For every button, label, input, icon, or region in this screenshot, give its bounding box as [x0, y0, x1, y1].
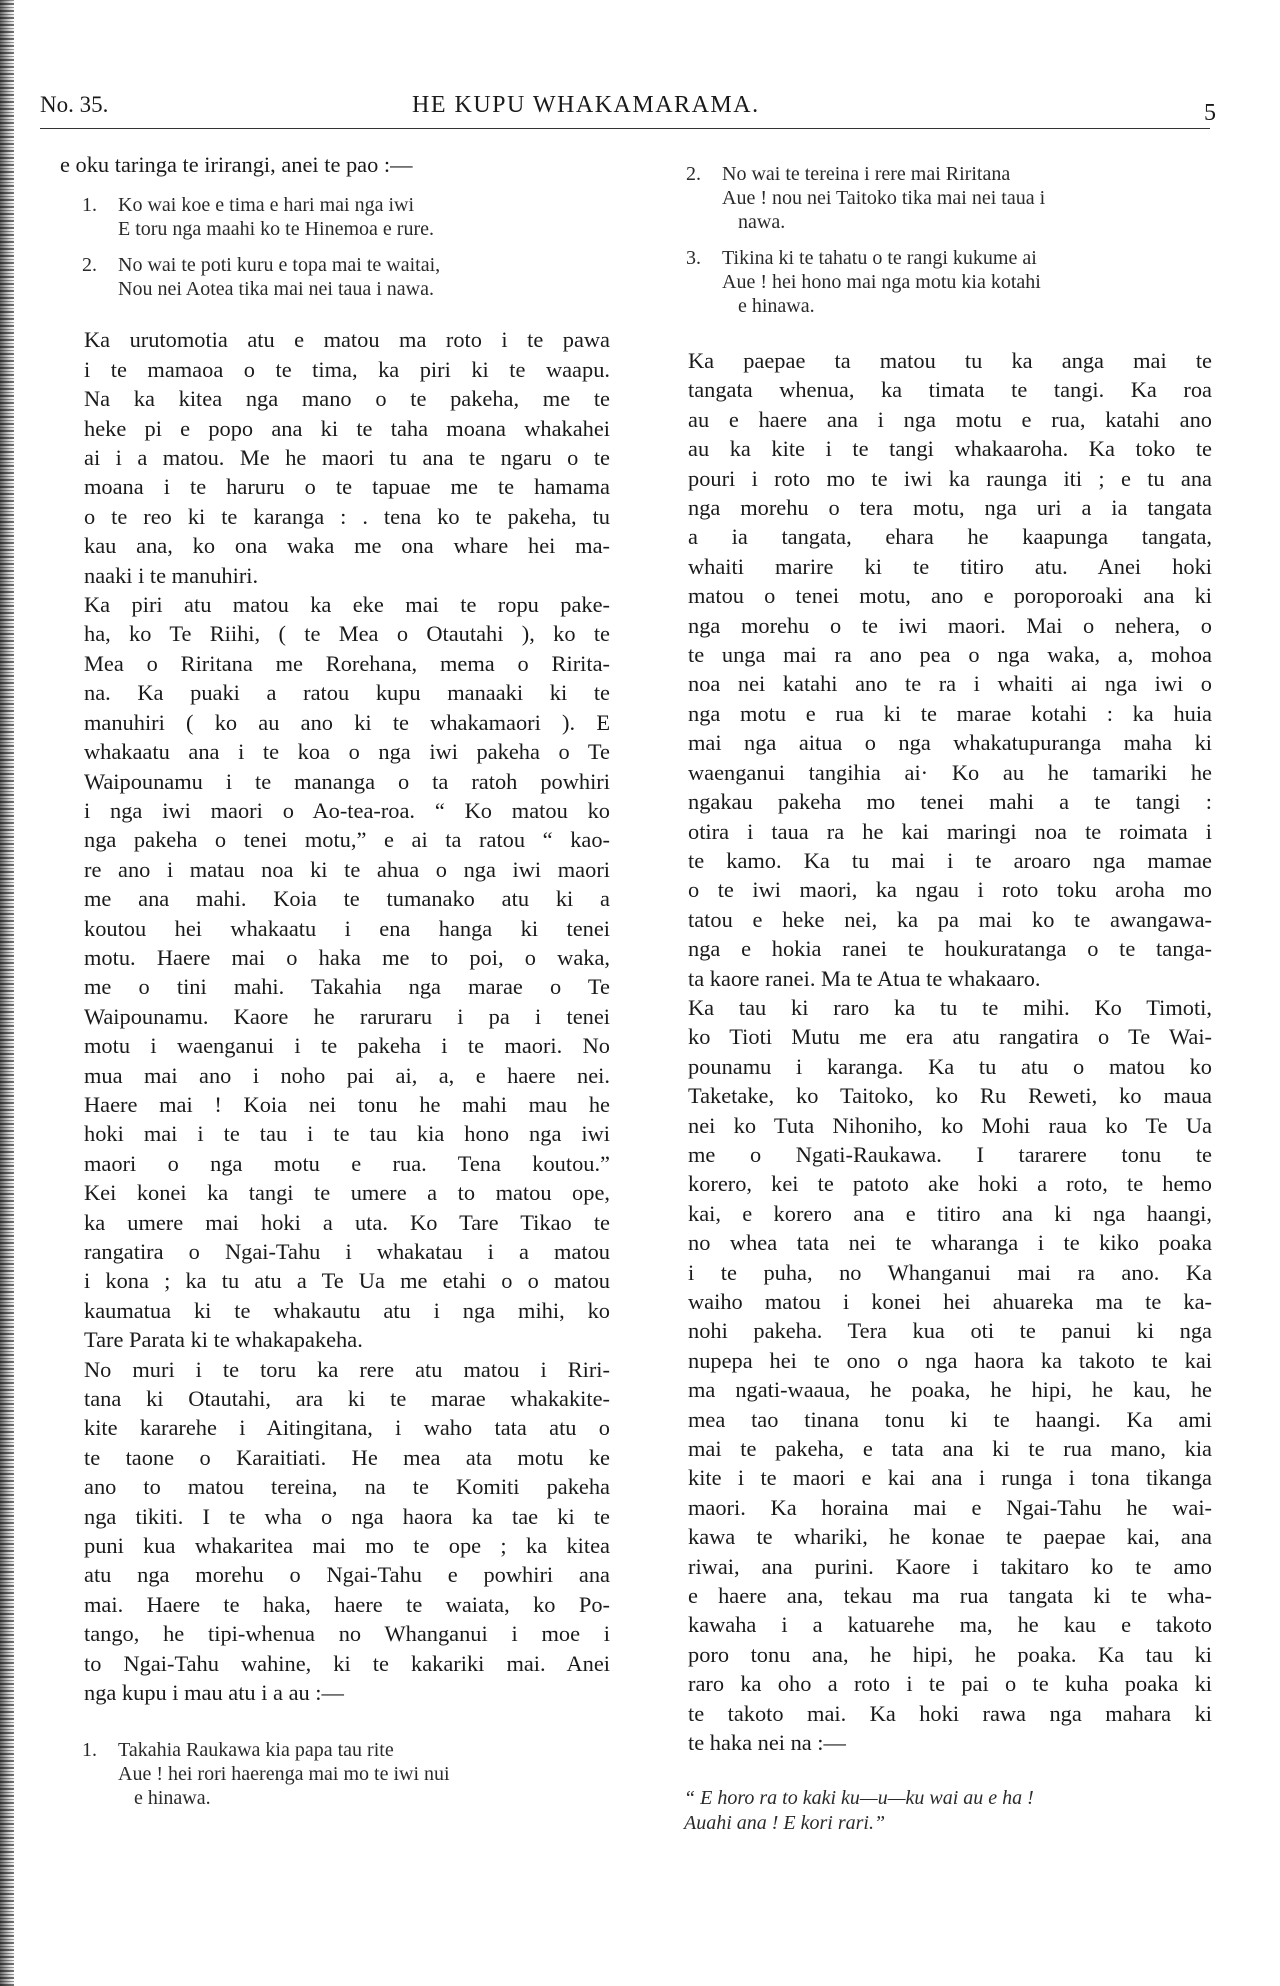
text-line: kawa te whariki, he konae te paepae kai, ana [688, 1524, 1212, 1550]
text-line: ta kaore ranei. Ma te Atua te whakaaro. [688, 965, 1041, 991]
text-line: Haere mai ! Koia nei tonu he mahi mau he [84, 1091, 610, 1117]
text-line: otira i taua ra he kai maringi noa te roimata i [688, 818, 1212, 844]
text-line: Ka tau ki raro ka tu te mihi. Ko Timoti, [688, 994, 1212, 1020]
verse-line: No wai te tereina i rere mai Riritana [722, 163, 1011, 185]
text-line: korero, kei te patoto ake hoki a roto, te hemo [688, 1171, 1212, 1197]
text-line: kaumatua ki te whakautu atu i nga mihi, ko [84, 1297, 610, 1323]
text-line: te taone o Karaitiati. He mea ata motu ke [84, 1444, 610, 1470]
text-line: i nga iwi maori o Ao-tea-roa. “ Ko matou ko [84, 797, 610, 823]
verse-line: Tikina ki te tahatu o te rangi kukume ai [722, 247, 1037, 269]
text-line: i te mamaoa o te tima, ka piri ki te waapu. [84, 356, 610, 382]
text-line: naaki i te manuhiri. [84, 562, 259, 588]
verse-line: e hinawa. [738, 295, 815, 317]
text-line: nupepa hei te ono o nga haora ka takoto te kai [688, 1347, 1212, 1373]
text-line: te takoto mai. Ka hoki rawa nga mahara ki [688, 1700, 1212, 1726]
text-line: raro ka oho a roto i te pai o te kuha poaka ki [688, 1671, 1212, 1697]
text-line: nga kupu i mau atu i a au :— [84, 1680, 344, 1706]
text-line: i te puha, no Whanganui mai ra ano. Ka [688, 1259, 1212, 1285]
paragraph [60, 1355, 610, 1708]
text-line: Taketake, ko Taitoko, ko Ru Reweti, ko maua [688, 1083, 1212, 1109]
text-line: kau ana, ko ona waka me ona whare hei ma- [84, 533, 610, 559]
text-line: tatou e heke nei, ka pa mai ko te awangawa- [688, 906, 1212, 932]
text-line: nei ko Tuta Nihoniho, ko Mohi raua ko Te Ua [688, 1112, 1212, 1138]
text-line: motu i waenganui i te pakeha i te maori. No [84, 1033, 610, 1059]
text-line: nga morehu o te iwi maori. Mai o nehera, o [688, 612, 1212, 638]
verse-line: No wai te poti kuru e topa mai te waitai, [118, 254, 441, 277]
running-title: HE KUPU WHAKAMARAMA. [412, 92, 760, 118]
text-line: Ka paepae ta matou tu ka anga mai te [688, 348, 1212, 373]
text-line: ma ngati-waaua, he poaka, he hipi, he kau, he [688, 1377, 1212, 1403]
quote-line: “ E horo ra to kaki ku—u—ku wai au e ha ! [684, 1786, 1034, 1809]
text-line: me ana mahi. Koia te tumanako atu ki a [84, 886, 610, 912]
text-line: noa nei katahi ano te ra i whaiti ai nga iwi o [688, 671, 1212, 697]
text-line: nga motu e rua ki te marae kotahi : ka huia [688, 700, 1212, 726]
text-line: me o tini mahi. Takahia nga marae o Te [84, 974, 610, 1000]
verse-stanza [664, 162, 1212, 234]
text-line: maori o nga motu e rua. Tena koutou.” [84, 1150, 610, 1176]
text-line: ka umere mai hoki a uta. Ko Tare Tikao te [84, 1209, 610, 1235]
issue-number: No. 35. [40, 92, 109, 117]
intro-line: e oku taringa te irirangi, anei te pao :— [60, 152, 413, 177]
verse-stanza [60, 1738, 610, 1810]
text-line: koutou hei whakaatu i ena hanga ki tenei [84, 915, 610, 941]
verse-stanza [664, 246, 1212, 318]
quote-line: Auahi ana ! E kori rari.” [684, 1811, 886, 1834]
paragraph [60, 325, 610, 590]
text-line: mua mai ano i noho pai ai, a, e haere nei. [84, 1062, 610, 1088]
text-line: au e haere ana i nga motu e rua, katahi ano [688, 406, 1212, 432]
text-line: ha, ko Te Riihi, ( te Mea o Otautahi ), ko te [84, 621, 610, 647]
text-line: moana i te haruru o te tapuae me te hamama [84, 474, 610, 500]
text-line: riwai, ana purini. Kaore i takitaro ko te amo [688, 1553, 1212, 1579]
text-line: pouri i roto mo te iwi ka raunga iti ; e tu ana [688, 465, 1212, 491]
verse-line: Ko wai koe e tima e hari mai nga iwi [118, 194, 415, 217]
verse-line: E toru nga maahi ko te Hinemoa e rure. [118, 218, 434, 241]
text-line: Mea o Riritana me Rorehana, mema o Ririta- [84, 650, 610, 676]
verse-block [664, 162, 1212, 318]
page-binding-edge [0, 0, 14, 1986]
text-line: to Ngai-Tahu wahine, ki te kakariki mai. Anei [84, 1650, 610, 1676]
haka-quote [664, 1786, 1212, 1836]
text-line: nga e hokia ranei te houkuratanga o te tanga- [688, 936, 1212, 962]
text-line: mai te pakeha, e tata ana ki te rua mano, kia [688, 1436, 1212, 1462]
verse-block [60, 1738, 610, 1810]
paragraph [664, 993, 1212, 1758]
text-line: mai nga aitua o nga whakatupuranga maha ki [688, 730, 1212, 756]
text-line: Waipounamu. Kaore he raruraru i pa i tenei [84, 1003, 610, 1029]
right-column [664, 150, 1212, 1836]
paragraph [60, 590, 610, 1355]
paragraph [664, 346, 1212, 993]
text-line: kite i te maori e kai ana i runga i tona tikanga [688, 1465, 1212, 1491]
verse-block [60, 193, 610, 301]
text-line: heke pi e popo ana ki te taha moana whakahei [84, 415, 610, 441]
text-line: ano to matou tereina, na te Komiti pakeha [84, 1474, 610, 1500]
text-line: nga tikiti. I te wha o nga haora ka tae ki te [84, 1503, 610, 1529]
text-line: puni kua whakaritea mai mo te ope ; ka kitea [84, 1533, 610, 1559]
text-line: o te reo ki te karanga : . tena ko te pakeha, tu [84, 503, 610, 529]
text-line: maori. Ka horaina mai e Ngai-Tahu he wai- [688, 1494, 1212, 1520]
text-line: na. Ka puaki a ratou kupu manaaki ki te [84, 680, 610, 706]
text-line: tana ki Otautahi, ara ki te marae whakakite- [84, 1386, 610, 1412]
verse-stanza [60, 193, 610, 241]
verse-line: e hinawa. [134, 1786, 211, 1809]
text-line: rangatira o Ngai-Tahu i whakatau i a matou [84, 1239, 610, 1264]
text-line: a ia tangata, ehara he kaapunga tangata, [688, 524, 1212, 550]
page-number: 5 [1204, 100, 1216, 126]
text-line: tango, he tipi-whenua no Whanganui i moe i [84, 1621, 610, 1647]
stanza-number: 2. [686, 163, 701, 185]
text-line: Na ka kitea nga mano o te pakeha, me te [84, 386, 610, 412]
stanza-number: 1. [82, 1738, 97, 1761]
text-line: motu. Haere mai o haka me to poi, o waka, [84, 944, 610, 970]
verse-stanza [60, 253, 610, 301]
page-header [40, 92, 1240, 126]
text-line: ai i a matou. Me he maori tu ana te ngaru o te [84, 445, 610, 471]
text-line: Ka piri atu matou ka eke mai te ropu pake- [84, 592, 610, 618]
text-line: o te iwi maori, ka ngau i roto toku aroha mo [688, 877, 1212, 903]
text-line: pounamu i karanga. Ka tu atu o matou ko [688, 1053, 1212, 1079]
text-line: waiho matou i konei hei ahuareka ma te ka- [688, 1289, 1212, 1314]
stanza-number: 2. [82, 254, 97, 277]
text-line: manuhiri ( ko au ano ki te whakamaori ). E [84, 709, 610, 735]
text-line: whakaatu ana i te koa o nga iwi pakeha o Te [84, 739, 610, 765]
text-line: Tare Parata ki te whakapakeha. [84, 1327, 363, 1353]
text-line: Waipounamu i te mananga o ta ratoh powhiri [84, 768, 610, 794]
text-line: atu nga morehu o Ngai-Tahu e powhiri ana [84, 1562, 610, 1588]
text-line: matou o tenei motu, ano e poroporoaki ana ki [688, 583, 1212, 609]
text-line: te haka nei na :— [688, 1730, 846, 1756]
text-line: kai, e korero ana e titiro ana ki nga haangi, [688, 1200, 1212, 1226]
text-line: hoki mai i te tau i te tau kia hono nga iwi [84, 1121, 610, 1147]
verse-line: Aue ! hei rori haerenga mai mo te iwi nui [118, 1762, 450, 1785]
text-line: mai. Haere te haka, haere te waiata, ko Po- [84, 1591, 610, 1617]
stanza-number: 1. [82, 194, 97, 217]
text-line: kite kararehe i Aitingitana, i waho tata atu o [84, 1415, 610, 1441]
verse-line: Nou nei Aotea tika mai nei taua i nawa. [118, 278, 435, 301]
text-line: mea tao tinana tonu ki te haangi. Ka ami [688, 1406, 1212, 1432]
text-line: waenganui tangihia ai· Ko au he tamariki he [688, 759, 1212, 785]
text-line: Kei konei ka tangi te umere a to matou ope, [84, 1180, 610, 1206]
header-rule [40, 128, 1210, 129]
text-line: poro tonu ana, he hipi, he poaka. Ka tau ki [688, 1641, 1212, 1667]
verse-line: Takahia Raukawa kia papa tau rite [118, 1738, 394, 1761]
text-line: nohi pakeha. Tera kua oti te panui ki nga [688, 1318, 1212, 1344]
verse-line: nawa. [738, 211, 786, 233]
text-line: au ka kite i te tangi whakaaroha. Ka toko te [688, 436, 1212, 462]
text-line: Ka urutomotia atu e matou ma roto i te pawa [84, 327, 610, 353]
text-line: No muri i te toru ka rere atu matou i Riri- [84, 1356, 610, 1382]
text-line: te kamo. Ka tu mai i te aroaro nga mamae [688, 847, 1212, 873]
verse-line: Aue ! hei hono mai nga motu kia kotahi [722, 271, 1041, 293]
left-column [60, 150, 610, 1810]
text-line: me o Ngati-Raukawa. I tararere tonu te [688, 1141, 1212, 1167]
text-line: no whea tata nei te wharanga i te kiko poaka [688, 1230, 1212, 1256]
text-line: nga pakeha o tenei motu,” e ai ta ratou “ kao- [84, 827, 610, 853]
text-line: tangata whenua, ka timata te tangi. Ka roa [688, 377, 1212, 403]
text-line: nga morehu o tera motu, nga uri a ia tangata [688, 495, 1212, 521]
text-line: re ano i matau noa ki te ahua o nga iwi maori [84, 856, 610, 882]
text-line: kawaha i a katuarehe ma, he kau e takoto [688, 1612, 1212, 1638]
verse-line: Aue ! nou nei Taitoko tika mai nei taua i [722, 187, 1046, 209]
text-line: ko Tioti Mutu me era atu rangatira o Te Wai- [688, 1024, 1212, 1050]
stanza-number: 3. [686, 247, 701, 269]
text-line: e haere ana, tekau ma rua tangata ki te wha- [688, 1583, 1212, 1609]
text-line: i kona ; ka tu atu a Te Ua me etahi o o matou [84, 1268, 610, 1294]
text-line: whaiti marire ki te titiro atu. Anei hoki [688, 553, 1212, 579]
text-line: te unga mai ra ano pea o nga waka, a, mohoa [688, 642, 1212, 668]
text-line: ngakau pakeha mo tenei mahi a te tangi : [688, 789, 1212, 815]
